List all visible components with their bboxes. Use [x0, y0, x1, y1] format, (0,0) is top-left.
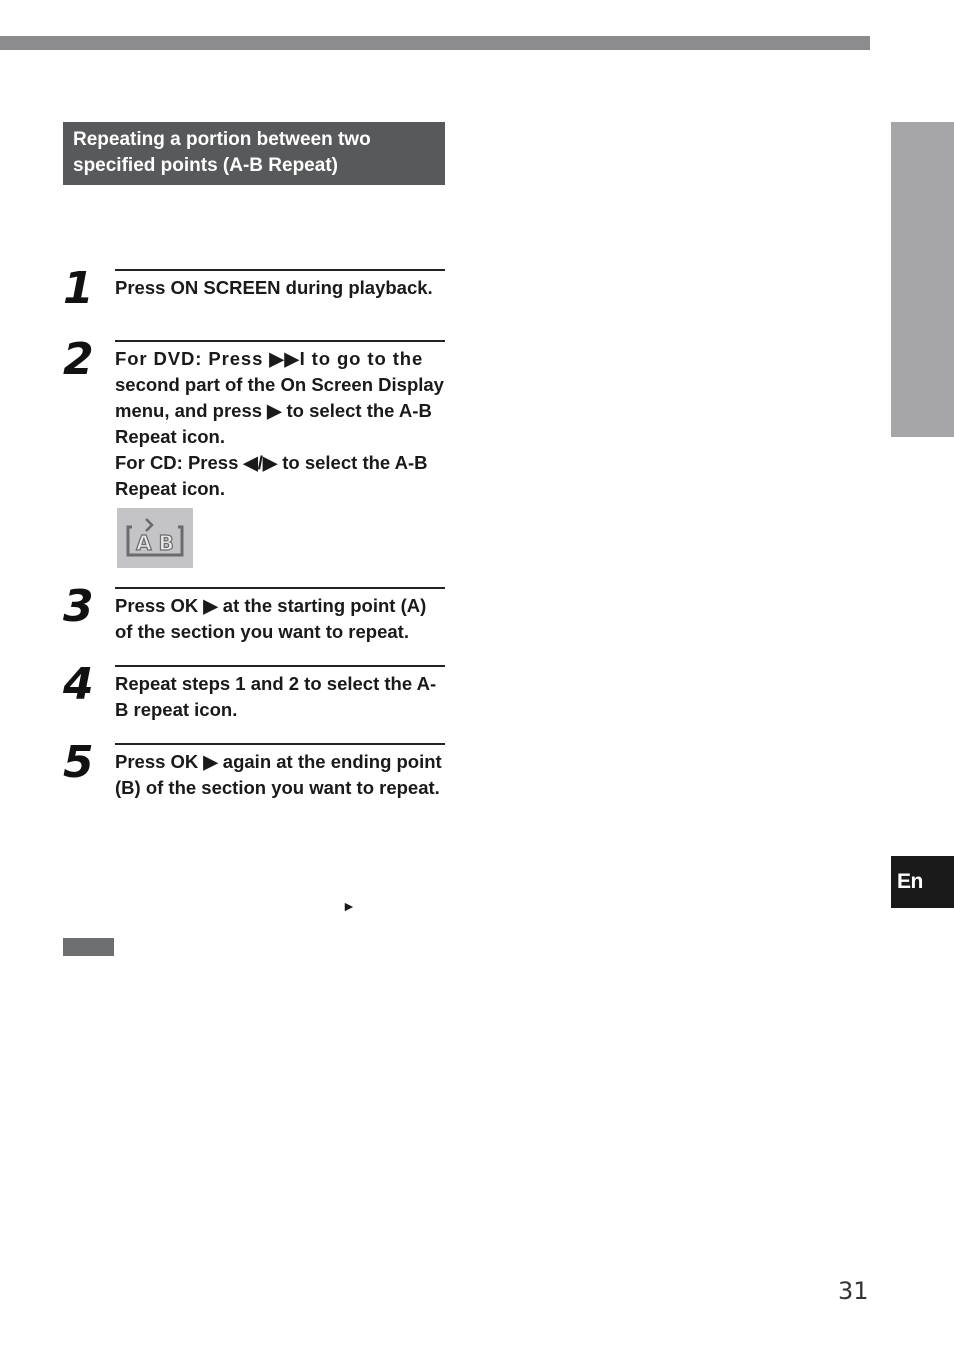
step-line: Repeat icon.	[115, 426, 225, 447]
section-title-line-1: Repeating a portion between two	[73, 129, 371, 150]
ab-repeat-icon-graphic	[122, 513, 188, 563]
step-number: 5	[63, 737, 94, 788]
step-line: For DVD: Press ▶▶I to go to the	[115, 348, 424, 369]
section-title	[63, 122, 445, 185]
step-text	[115, 743, 445, 801]
step-line: Press OK ▶ again at the ending point	[115, 751, 442, 772]
step-line: Press ON SCREEN during playback.	[115, 277, 433, 298]
step-line: Press OK ▶ at the starting point (A)	[115, 595, 427, 616]
step-text	[115, 587, 445, 645]
page-number: 31	[838, 1277, 869, 1305]
section-title-line-2: specified points (A-B Repeat)	[73, 155, 338, 176]
step-number: 3	[63, 581, 94, 632]
step-line: For CD: Press ◀/▶ to select the A-B	[115, 452, 428, 473]
step-number: 2	[63, 334, 94, 385]
step-text	[115, 269, 445, 301]
play-arrow-icon: ►	[342, 898, 356, 914]
step-line: (B) of the section you want to repeat.	[115, 777, 440, 798]
ab-repeat-icon	[117, 508, 193, 568]
step-line: of the section you want to repeat.	[115, 621, 409, 642]
step-number: 4	[63, 659, 94, 710]
language-tab: En	[891, 856, 954, 908]
step-text	[115, 340, 445, 502]
step-text	[115, 665, 445, 723]
step-line: Repeat icon.	[115, 478, 225, 499]
step-number: 1	[63, 263, 94, 314]
step-line: B repeat icon.	[115, 699, 238, 720]
step-line: Repeat steps 1 and 2 to select the A-	[115, 673, 437, 694]
ab-icon-label: A B	[136, 531, 174, 555]
side-thumb-tab	[891, 122, 954, 437]
step-line: second part of the On Screen Display	[115, 374, 444, 395]
note-marker-block	[63, 938, 114, 956]
step-line: menu, and press ▶ to select the A-B	[115, 400, 432, 421]
top-rule-bar	[0, 36, 870, 50]
